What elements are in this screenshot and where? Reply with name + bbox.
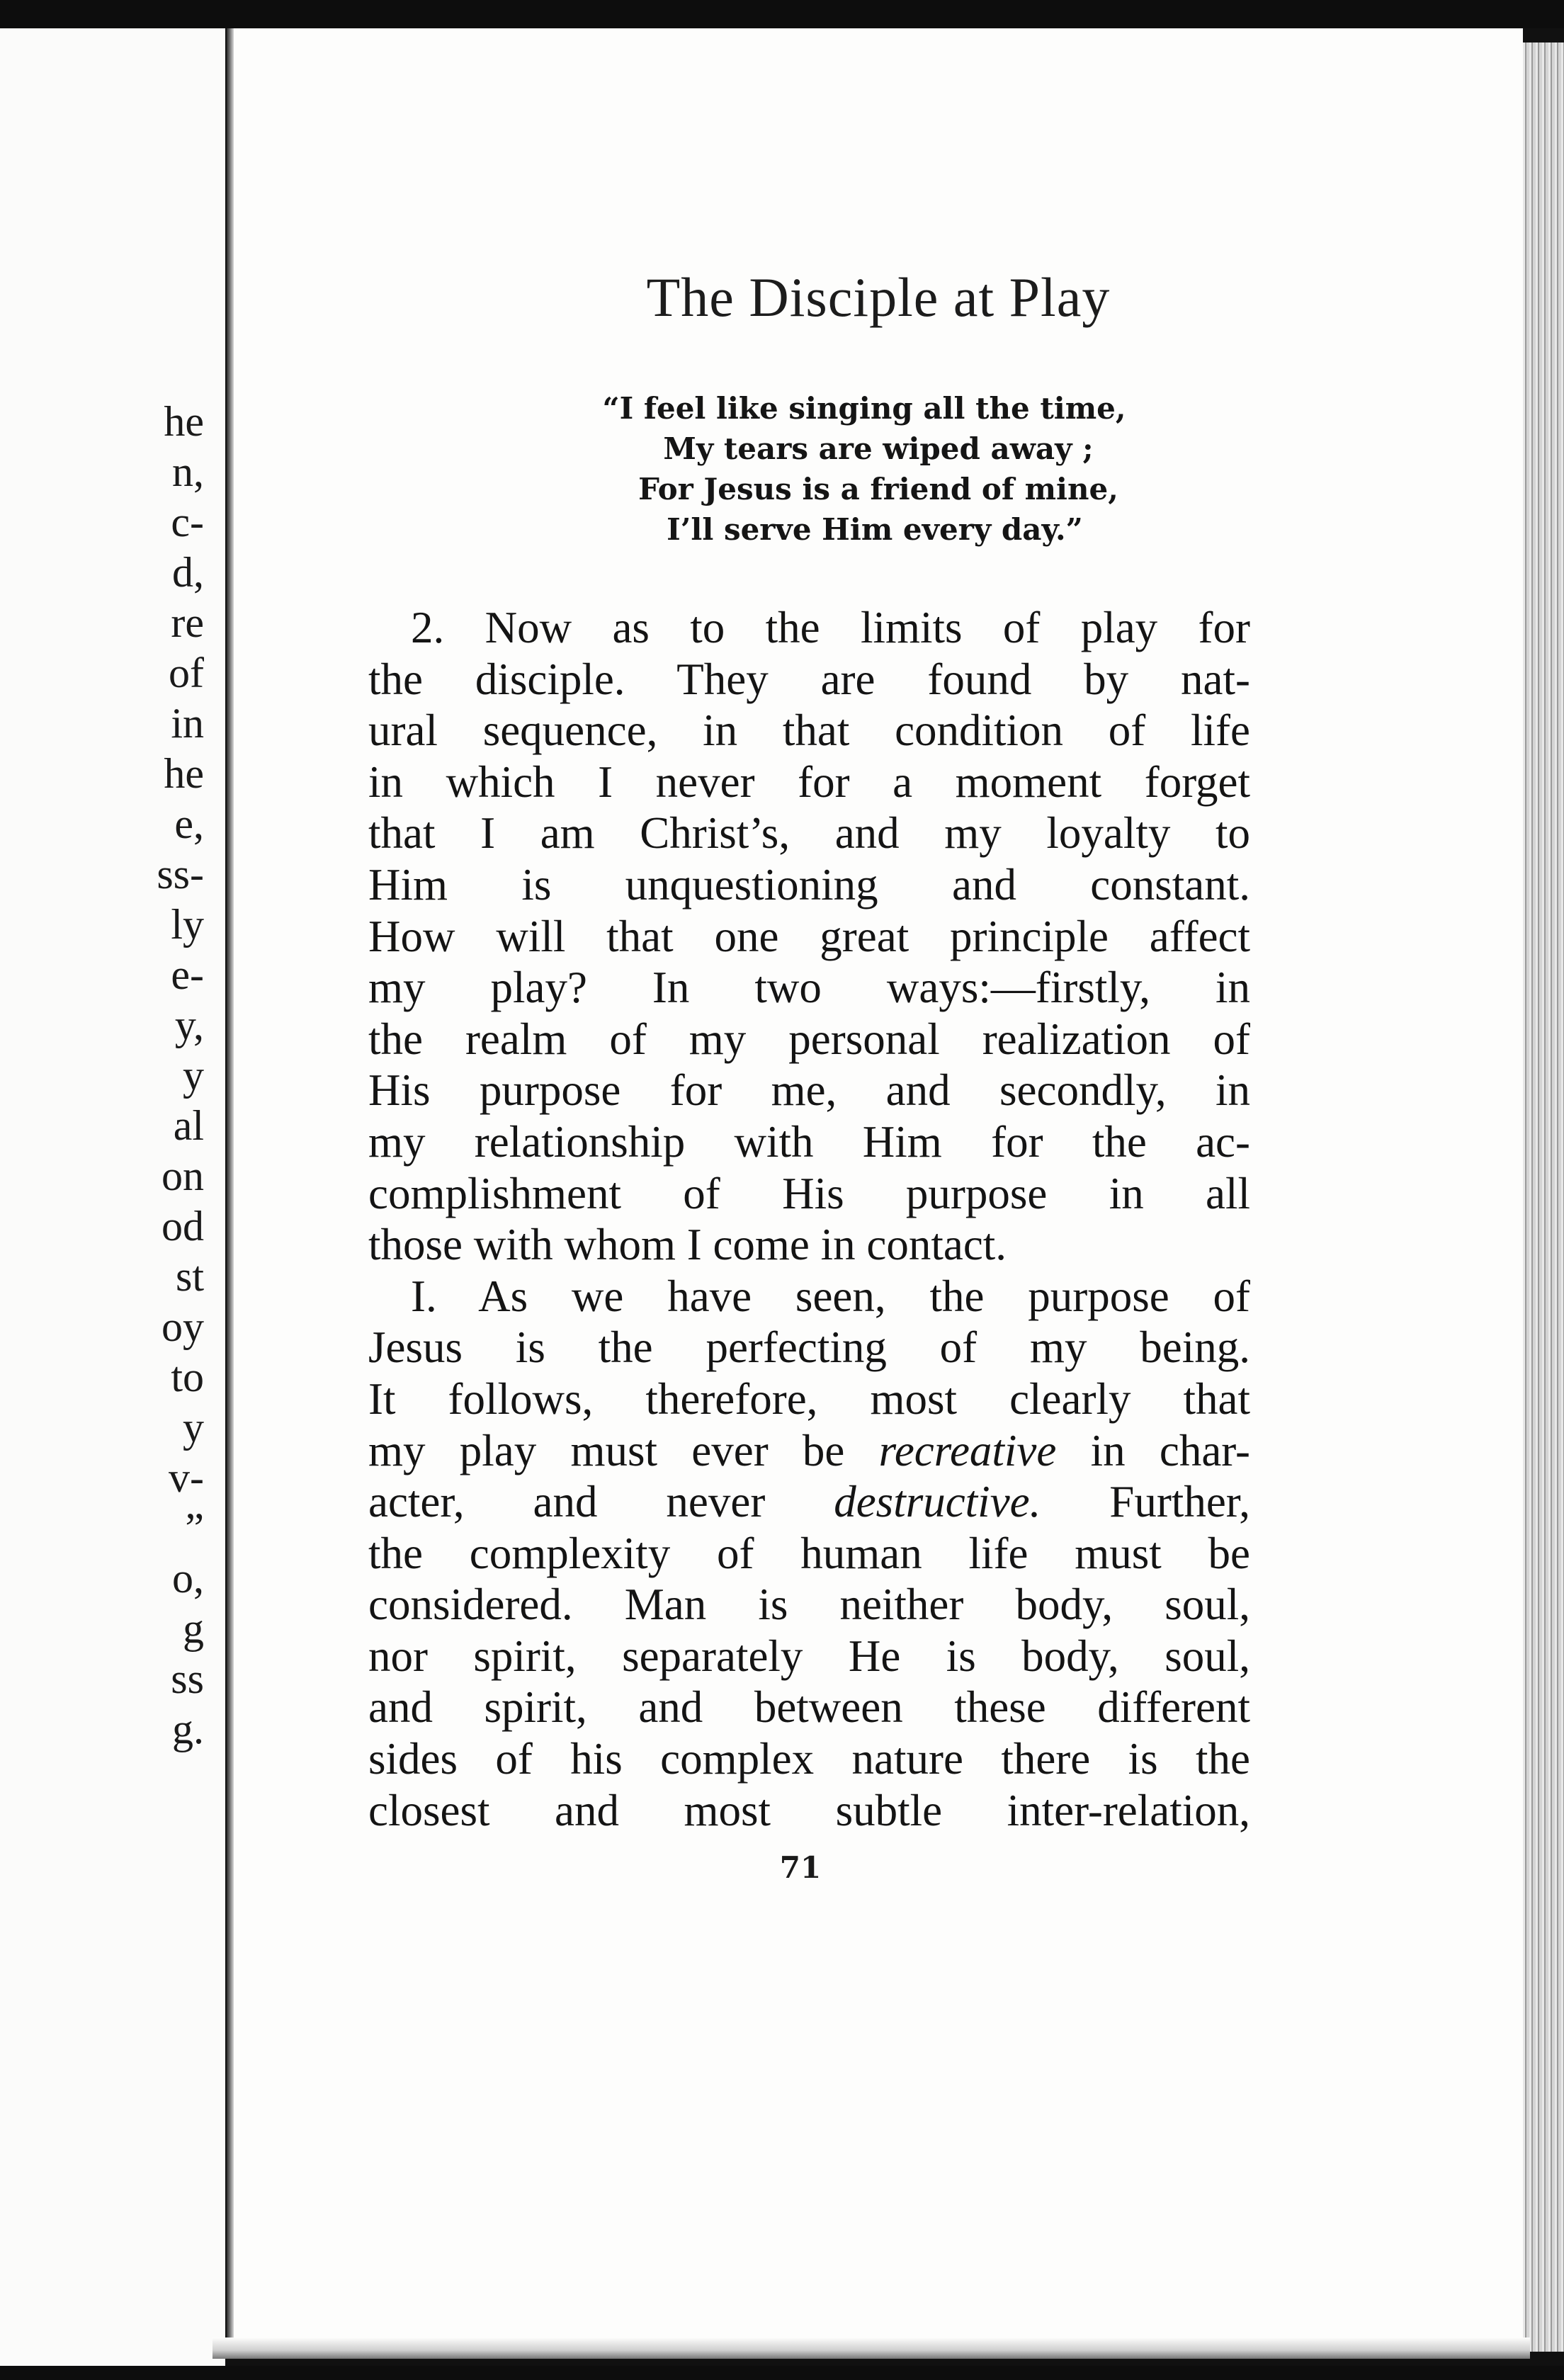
poem-epigraph	[234, 388, 1523, 550]
body-line: sides of his complex nature there is the	[368, 1734, 1250, 1784]
body-text	[368, 602, 1250, 1836]
body-line: considered. Man is neither body, soul,	[368, 1580, 1250, 1630]
left-fragment: ss	[171, 1655, 204, 1702]
text-run: my play must ever be	[368, 1425, 879, 1475]
left-fragment: d,	[172, 549, 204, 596]
left-fragment: ”	[185, 1504, 204, 1551]
left-fragment: ly	[171, 901, 204, 948]
left-fragment: ss-	[157, 851, 204, 897]
body-line: How will that one great principle affect	[368, 911, 1250, 961]
scan-bottom-border	[0, 2366, 1564, 2380]
left-fragment: g.	[172, 1706, 204, 1752]
left-page-text-fragments	[0, 397, 225, 1755]
body-line: that I am Christ’s, and my loyalty to	[368, 808, 1250, 858]
left-fragment: g	[183, 1605, 204, 1652]
left-fragment: in	[171, 700, 204, 747]
left-fragment: of	[169, 650, 204, 696]
body-line: I. As we have seen, the purpose of	[411, 1271, 1250, 1321]
left-fragment: al	[173, 1102, 204, 1149]
text-run: acter, and never	[368, 1477, 834, 1527]
left-fragment: st	[175, 1253, 204, 1300]
body-line: the disciple. They are found by nat-	[368, 654, 1250, 704]
page-edges	[1523, 42, 1564, 2352]
left-fragment: y	[183, 1052, 204, 1099]
left-fragment: e-	[171, 951, 204, 998]
left-fragment: he	[164, 398, 204, 445]
body-line: ural sequence, in that condition of life	[368, 706, 1250, 756]
body-line: It follows, therefore, most clearly that	[368, 1373, 1250, 1424]
body-line: the complexity of human life must be	[368, 1528, 1250, 1578]
left-fragment: n,	[172, 448, 204, 495]
body-line: my relationship with Him for the ac-	[368, 1116, 1250, 1167]
left-fragment: v-	[169, 1454, 204, 1501]
body-line: His purpose for me, and secondly, in	[368, 1065, 1250, 1116]
italic-word: recreative	[878, 1425, 1057, 1475]
page-number: 71	[779, 1850, 822, 1885]
body-line: closest and most subtle inter-relation,	[368, 1785, 1250, 1835]
left-fragment: oy	[162, 1303, 204, 1350]
text-run: Further,	[1041, 1477, 1250, 1527]
left-fragment: e,	[174, 800, 204, 847]
body-line: my play? In two ways:—firstly, in	[368, 963, 1250, 1013]
poem-line: My tears are wiped away ;	[663, 431, 1094, 466]
left-fragment: re	[171, 599, 204, 646]
body-line: Jesus is the perfecting of my being.	[368, 1322, 1250, 1373]
poem-line: For Jesus is a friend of mine,	[638, 472, 1118, 506]
body-line: in which I never for a moment forget	[368, 756, 1250, 807]
book-gutter	[227, 28, 234, 2359]
text-run: in char-	[1056, 1425, 1250, 1475]
left-fragment: y	[183, 1404, 204, 1451]
left-fragment: he	[164, 750, 204, 797]
left-fragment: y,	[174, 1002, 204, 1048]
poem-line: “I feel like singing all the time,	[602, 391, 1126, 426]
body-line-with-italic	[368, 1476, 1250, 1528]
body-line: the realm of my personal realization of	[368, 1014, 1250, 1064]
body-line: and spirit, and between these different	[368, 1682, 1250, 1733]
body-line: 2. Now as to the limits of play for	[411, 603, 1250, 652]
poem-line: I’ll serve Him every day.”	[667, 512, 1083, 547]
left-fragment: od	[162, 1203, 204, 1250]
running-head: The Disciple at Play	[646, 266, 1111, 328]
body-line-with-italic	[368, 1425, 1250, 1477]
left-fragment: c-	[171, 499, 204, 545]
italic-word: destructive.	[834, 1477, 1041, 1527]
left-fragment: o,	[172, 1555, 204, 1602]
body-line: nor spirit, separately He is body, soul,	[368, 1631, 1250, 1681]
body-line: those with whom I come in contact.	[368, 1220, 1007, 1270]
left-fragment: to	[171, 1354, 204, 1400]
page-bottom-shadow	[212, 2338, 1530, 2359]
body-line: complishment of His purpose in all	[368, 1168, 1250, 1218]
scan-top-border	[0, 0, 1564, 28]
body-line: Him is unquestioning and constant.	[368, 859, 1250, 910]
left-fragment: on	[162, 1152, 204, 1199]
